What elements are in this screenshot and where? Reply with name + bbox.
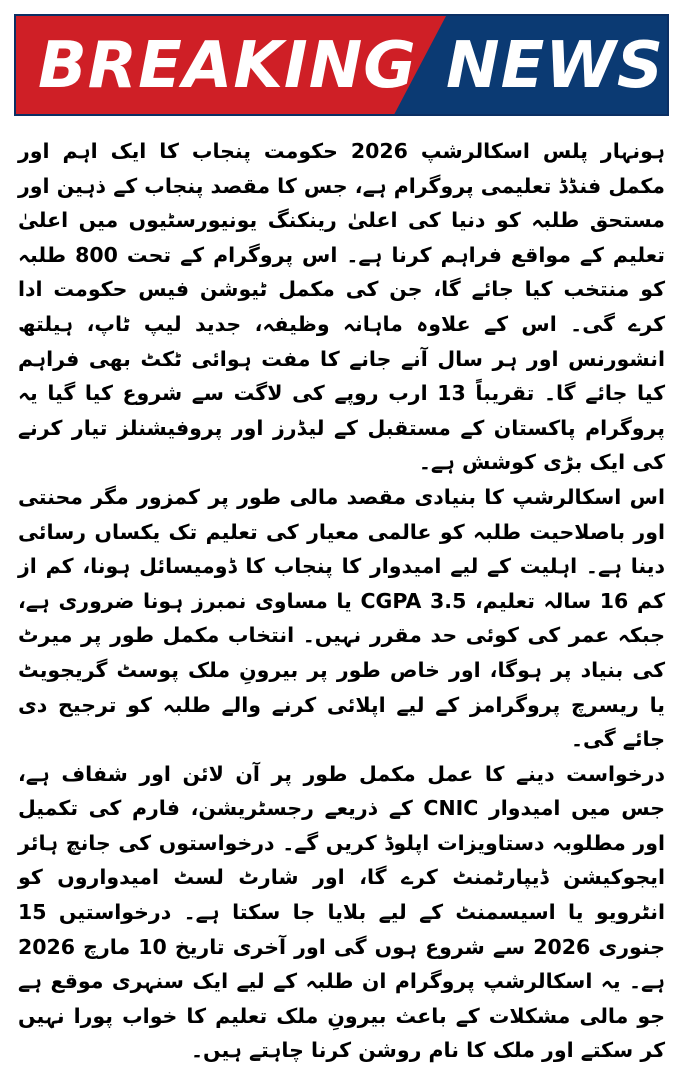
banner-word-breaking: BREAKING xyxy=(38,29,417,103)
article-body xyxy=(18,134,665,1068)
article-paragraph-2: اس اسکالرشپ کا بنیادی مقصد مالی طور پر کمزور مگر محنتی اور باصلاحیت طلبہ کو عالمی معیار کی تعلیم تک یکساں رسائی دینا ہے۔ اہلیت کے لیے امیدوار کا پنجاب کا ڈومیسائل ہونا، کم از کم 16 سالہ تعلیم، CGPA 3.5 یا مساوی نمبرز ہونا ضروری ہے، جبکہ عمر کی کوئی حد مقرر نہیں۔ انتخاب مکمل طور پر میرٹ کی بنیاد پر ہوگا، اور خاص طور پر بیرونِ ملک پوسٹ گریجویٹ یا ریسرچ پروگرامز کے لیے اپلائی کرنے والے طلبہ کو ترجیح دی جائے گی۔ xyxy=(18,484,665,752)
breaking-news-banner xyxy=(14,14,669,116)
banner-word-news: NEWS xyxy=(446,29,664,103)
article-paragraph-1: ہونہار پلس اسکالرشپ 2026 حکومت پنجاب کا ایک اہم اور مکمل فنڈڈ تعلیمی پروگرام ہے، جس کا مقصد پنجاب کے ذہین اور مستحق طلبہ کو دنیا کی اعلیٰ رینکنگ یونیورسٹیوں میں اعلیٰ تعلیم کے مواقع فراہم کرنا ہے۔ اس پروگرام کے تحت 800 طلبہ کو منتخب کیا جائے گا، جن کی مکمل ٹیوشن فیس حکومت ادا کرے گی۔ اس کے علاوہ ماہانہ وظیفہ، جدید لیپ ٹاپ، ہیلتھ انشورنس اور ہر سال آنے جانے کا مفت ہوائی ٹکٹ بھی فراہم کیا جائے گا۔ تقریباً 13 ارب روپے کی لاگت سے شروع کیا گیا یہ پروگرام پاکستان کے مستقبل کے لیڈرز اور پروفیشنلز تیار کرنے کی ایک بڑی کوشش ہے۔ xyxy=(18,139,665,475)
article-paragraph-3: درخواست دینے کا عمل مکمل طور پر آن لائن اور شفاف ہے، جس میں امیدوار CNIC کے ذریعے رجسٹریشن، فارم کی تکمیل اور مطلوبہ دستاویزات اپلوڈ کریں گے۔ درخواستوں کی جانچ ہائر ایجوکیشن ڈیپارٹمنٹ کرے گا، اور شارٹ لسٹ امیدواروں کو انٹرویو یا اسیسمنٹ کے لیے بلایا جا سکتا ہے۔ درخواستیں 15 جنوری 2026 سے شروع ہوں گی اور آخری تاریخ 10 مارچ 2026 ہے۔ یہ اسکالرشپ پروگرام ان طلبہ کے لیے ایک سنہری موقع ہے جو مالی مشکلات کے باعث بیرونِ ملک تعلیم کا خواب پورا نہیں کر سکتے اور ملک کا نام روشن کرنا چاہتے ہیں۔ xyxy=(18,761,665,1063)
